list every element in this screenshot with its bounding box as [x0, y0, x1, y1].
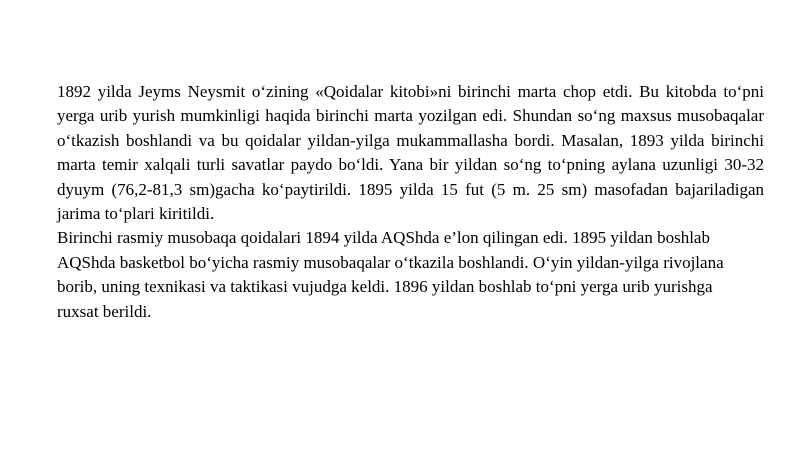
paragraph-official-competitions: Birinchi rasmiy musobaqa qoidalari 1894 yilda AQShda e’lon qilingan edi. 1895 yildan boshlab AQShda basketbol bo‘yicha rasmiy musobaqalar o‘tkazila boshlandi. O‘yin yildan-yilga rivojlana borib, uning texnikasi va taktikasi vujudga keldi. 1896 yildan boshlab to‘pni yerga urib yurishga ruxsat berildi. — [57, 228, 724, 321]
paragraph-history-rules: 1892 yilda Jeyms Neysmit o‘zining «Qoidalar kitobi»ni birinchi marta chop etdi. Bu kitobda to‘pni yerga urib yurish mumkinligi haqida birinchi marta yozilgan edi. Shundan so‘ng maxsus musobaqalar o‘tkazish boshlandi va bu qoidalar yildan-yilga mukammallasha bordi. Masalan, 1893 yilda birinchi marta temir xalqali turli savatlar paydo bo‘ldi. Yana bir yildan so‘ng to‘pning aylana uzunligi 30-32 dyuym (76,2-81,3 sm)gacha ko‘paytirildi. 1895 yilda 15 fut (5 m. 25 sm) masofadan bajariladigan jarima to‘plari kiritildi. — [57, 82, 764, 224]
body-text — [57, 80, 764, 324]
